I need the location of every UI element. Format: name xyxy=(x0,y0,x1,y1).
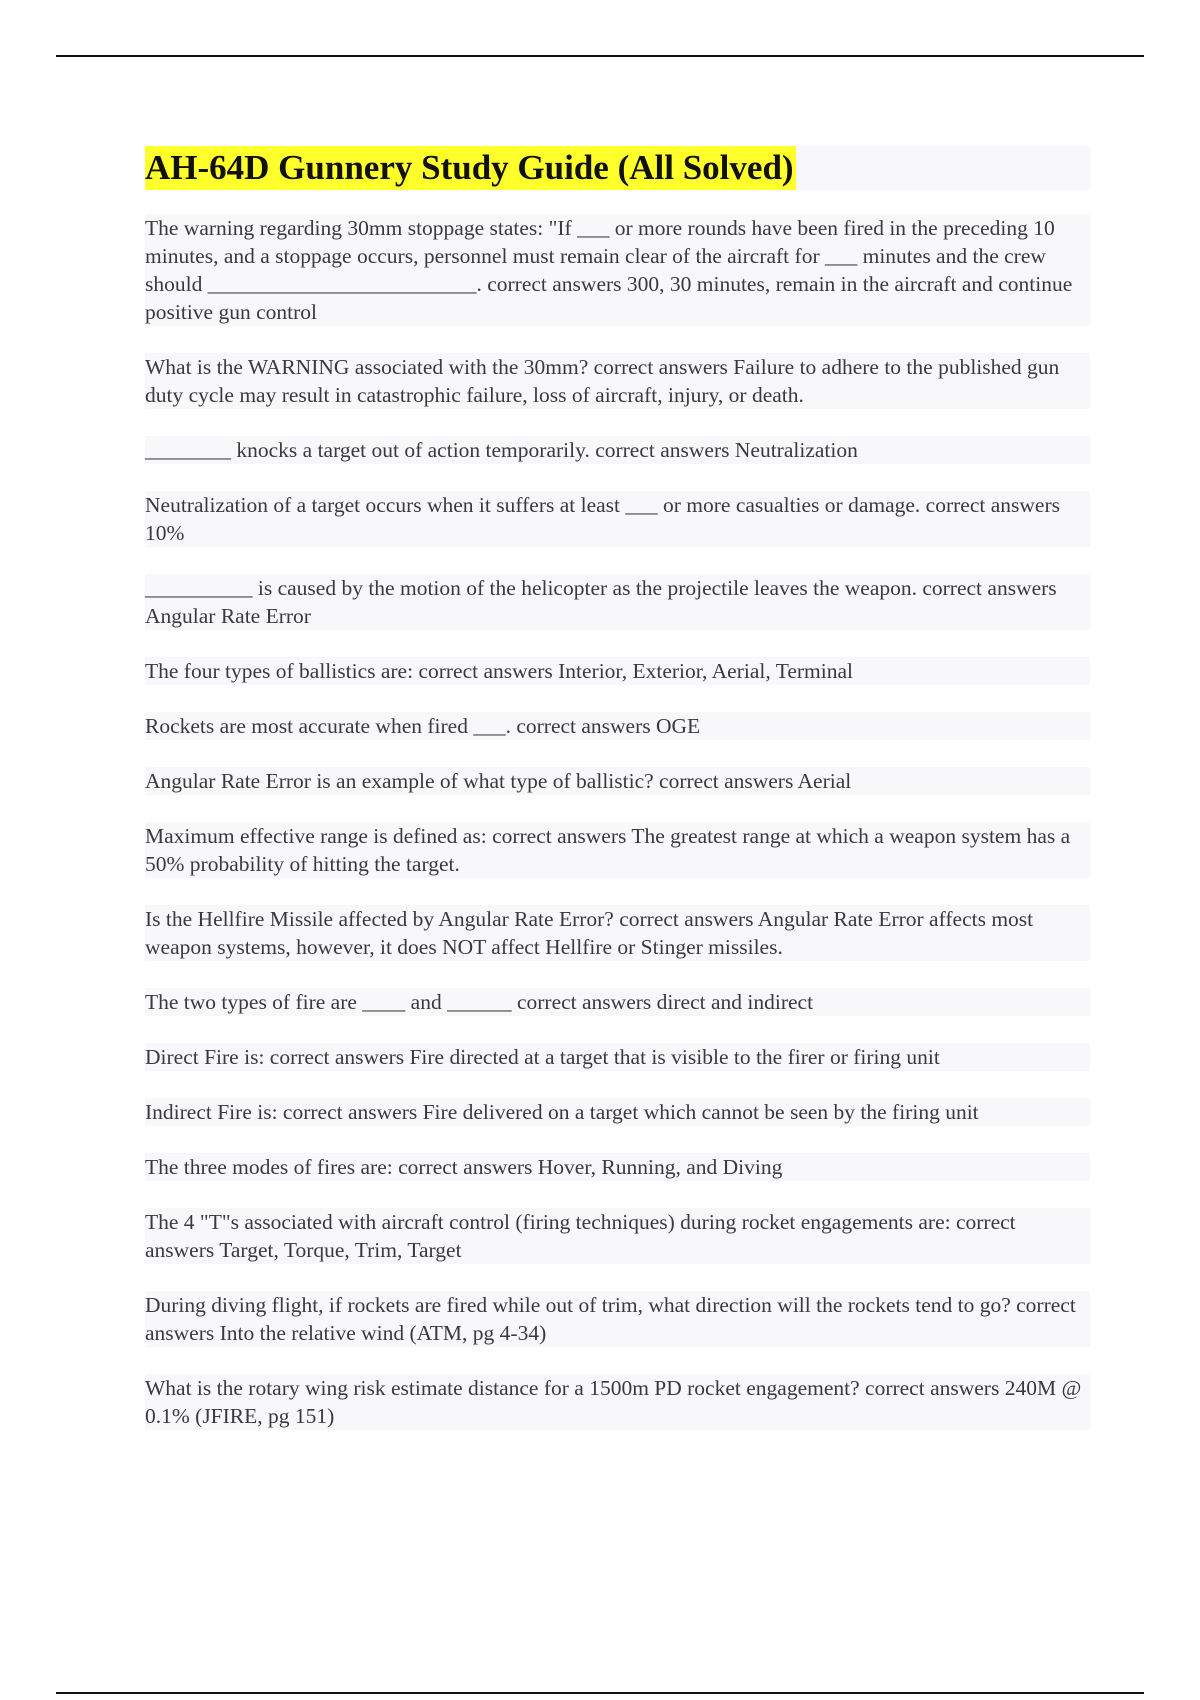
qa-list xyxy=(145,214,1090,1430)
qa-item: Neutralization of a target occurs when it suffers at least ___ or more casualties or damage. correct answers 10% xyxy=(145,491,1090,547)
qa-item: Angular Rate Error is an example of what type of ballistic? correct answers Aerial xyxy=(145,767,1090,795)
title-band xyxy=(145,146,1090,190)
qa-item: Is the Hellfire Missile affected by Angular Rate Error? correct answers Angular Rate Error affects most weapon systems, however, it does NOT affect Hellfire or Stinger missiles. xyxy=(145,905,1090,961)
qa-item: Direct Fire is: correct answers Fire directed at a target that is visible to the firer or firing unit xyxy=(145,1043,1090,1071)
qa-item: __________ is caused by the motion of the helicopter as the projectile leaves the weapon. correct answers Angular Rate Error xyxy=(145,574,1090,630)
qa-item: Rockets are most accurate when fired ___. correct answers OGE xyxy=(145,712,1090,740)
qa-item: The two types of fire are ____ and ______ correct answers direct and indirect xyxy=(145,988,1090,1016)
qa-item: The warning regarding 30mm stoppage states: "If ___ or more rounds have been fired in the preceding 10 minutes, and a stoppage occurs, personnel must remain clear of the aircraft for ___ minutes and the crew should _________________________. correct answers 300, 30 minutes, remain in the aircraft and continue positive gun control xyxy=(145,214,1090,326)
qa-item: ________ knocks a target out of action temporarily. correct answers Neutralization xyxy=(145,436,1090,464)
qa-item: What is the rotary wing risk estimate distance for a 1500m PD rocket engagement? correct answers 240M @ 0.1% (JFIRE, pg 151) xyxy=(145,1374,1090,1430)
qa-item: The 4 "T"s associated with aircraft control (firing techniques) during rocket engagements are: correct answers Target, Torque, Trim, Target xyxy=(145,1208,1090,1264)
qa-item: Maximum effective range is defined as: correct answers The greatest range at which a weapon system has a 50% probability of hitting the target. xyxy=(145,822,1090,878)
qa-item: Indirect Fire is: correct answers Fire delivered on a target which cannot be seen by the firing unit xyxy=(145,1098,1090,1126)
qa-item: During diving flight, if rockets are fired while out of trim, what direction will the rockets tend to go? correct answers Into the relative wind (ATM, pg 4-34) xyxy=(145,1291,1090,1347)
document-title: AH-64D Gunnery Study Guide (All Solved) xyxy=(145,146,796,190)
qa-item: The three modes of fires are: correct answers Hover, Running, and Diving xyxy=(145,1153,1090,1181)
header-rule xyxy=(56,55,1144,57)
qa-item: The four types of ballistics are: correct answers Interior, Exterior, Aerial, Terminal xyxy=(145,657,1090,685)
qa-item: What is the WARNING associated with the 30mm? correct answers Failure to adhere to the published gun duty cycle may result in catastrophic failure, loss of aircraft, injury, or death. xyxy=(145,353,1090,409)
footer-rule xyxy=(56,1692,1144,1694)
document-body xyxy=(145,146,1090,1457)
